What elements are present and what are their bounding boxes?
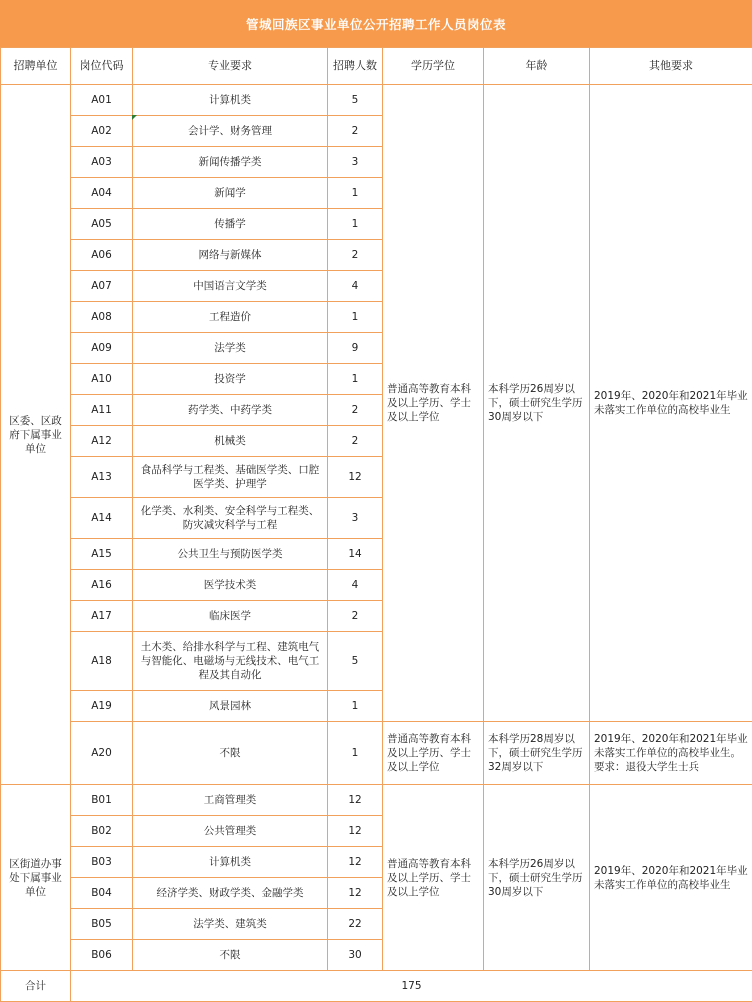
count-cell: 4: [328, 271, 383, 302]
code-cell: A06: [71, 240, 133, 271]
code-cell: A14: [71, 498, 133, 539]
major-cell: 新闻传播学类: [133, 147, 328, 178]
major-cell: 药学类、中药学类: [133, 395, 328, 426]
count-cell: 12: [328, 785, 383, 816]
total-label: 合计: [1, 971, 71, 1002]
header-age: 年龄: [484, 48, 590, 85]
major-cell: 传播学: [133, 209, 328, 240]
header-count: 招聘人数: [328, 48, 383, 85]
code-cell: B04: [71, 878, 133, 909]
count-cell: 30: [328, 940, 383, 971]
page-title: 管城回族区事业单位公开招聘工作人员岗位表: [246, 15, 506, 33]
count-cell: 5: [328, 632, 383, 691]
code-cell: A19: [71, 691, 133, 722]
major-cell: 计算机类: [133, 847, 328, 878]
code-cell: A10: [71, 364, 133, 395]
major-cell: 医学技术类: [133, 570, 328, 601]
major-cell: 土木类、给排水科学与工程、建筑电气与智能化、电磁场与无线技术、电气工程及其自动化: [133, 632, 328, 691]
header-edu: 学历学位: [383, 48, 484, 85]
count-cell: 1: [328, 691, 383, 722]
code-cell: B02: [71, 816, 133, 847]
header-other: 其他要求: [590, 48, 752, 85]
major-cell: 网络与新媒体: [133, 240, 328, 271]
major-cell: 计算机类: [133, 85, 328, 116]
code-cell: B01: [71, 785, 133, 816]
code-cell: A07: [71, 271, 133, 302]
unit-cell-a: 区委、区政府下属事业单位: [1, 85, 71, 785]
count-cell: 2: [328, 601, 383, 632]
major-cell: 经济学类、财政学类、金融学类: [133, 878, 328, 909]
code-cell: B03: [71, 847, 133, 878]
code-cell: A12: [71, 426, 133, 457]
header-row: [1, 48, 752, 85]
count-cell: 2: [328, 426, 383, 457]
major-cell: 公共卫生与预防医学类: [133, 539, 328, 570]
count-cell: 3: [328, 498, 383, 539]
code-cell: A13: [71, 457, 133, 498]
recruitment-table: [0, 47, 752, 1002]
cell-comment-marker-icon: [132, 115, 137, 120]
count-cell: 1: [328, 722, 383, 785]
count-cell: 4: [328, 570, 383, 601]
code-cell: A11: [71, 395, 133, 426]
count-cell: 12: [328, 457, 383, 498]
code-cell: A20: [71, 722, 133, 785]
table-row: [1, 722, 752, 785]
total-row: [1, 971, 752, 1002]
major-cell: 不限: [133, 722, 328, 785]
code-cell: B05: [71, 909, 133, 940]
edu-cell-a: 普通高等教育本科及以上学历、学士及以上学位: [383, 85, 484, 722]
age-cell-a20: 本科学历28周岁以下，硕士研究生学历32周岁以下: [484, 722, 590, 785]
major-cell: 工商管理类: [133, 785, 328, 816]
major-cell: 化学类、水利类、安全科学与工程类、防灾减灾科学与工程: [133, 498, 328, 539]
header-major: 专业要求: [133, 48, 328, 85]
code-cell: A18: [71, 632, 133, 691]
major-cell: 法学类、建筑类: [133, 909, 328, 940]
major-cell: 工程造价: [133, 302, 328, 333]
code-cell: A04: [71, 178, 133, 209]
major-cell: 风景园林: [133, 691, 328, 722]
major-cell: 不限: [133, 940, 328, 971]
major-cell: 新闻学: [133, 178, 328, 209]
major-cell: 投资学: [133, 364, 328, 395]
code-cell: A05: [71, 209, 133, 240]
major-cell: 机械类: [133, 426, 328, 457]
table-row: [1, 85, 752, 116]
other-cell-a20: 2019年、2020年和2021年毕业未落实工作单位的高校毕业生。要求：退役大学生士兵: [590, 722, 752, 785]
code-cell: A16: [71, 570, 133, 601]
count-cell: 1: [328, 178, 383, 209]
other-cell-a: 2019年、2020年和2021年毕业未落实工作单位的高校毕业生: [590, 85, 752, 722]
count-cell: 1: [328, 209, 383, 240]
title-bar: [0, 0, 752, 47]
header-unit: 招聘单位: [1, 48, 71, 85]
count-cell: 1: [328, 302, 383, 333]
major-cell: 法学类: [133, 333, 328, 364]
age-cell-b: 本科学历26周岁以下，硕士研究生学历30周岁以下: [484, 785, 590, 971]
code-cell: A03: [71, 147, 133, 178]
count-cell: 3: [328, 147, 383, 178]
major-cell: 会计学、财务管理: [133, 116, 328, 147]
code-cell: A15: [71, 539, 133, 570]
code-cell: A17: [71, 601, 133, 632]
unit-cell-b: 区街道办事处下属事业单位: [1, 785, 71, 971]
count-cell: 9: [328, 333, 383, 364]
major-cell: 中国语言文学类: [133, 271, 328, 302]
age-cell-a: 本科学历26周岁以下，硕士研究生学历30周岁以下: [484, 85, 590, 722]
code-cell: A08: [71, 302, 133, 333]
count-cell: 12: [328, 816, 383, 847]
count-cell: 12: [328, 878, 383, 909]
count-cell: 12: [328, 847, 383, 878]
major-cell: 公共管理类: [133, 816, 328, 847]
other-cell-b: 2019年、2020年和2021年毕业未落实工作单位的高校毕业生: [590, 785, 752, 971]
count-cell: 2: [328, 116, 383, 147]
code-cell: A09: [71, 333, 133, 364]
major-cell: 临床医学: [133, 601, 328, 632]
code-cell: A01: [71, 85, 133, 116]
count-cell: 1: [328, 364, 383, 395]
count-cell: 14: [328, 539, 383, 570]
table-row: [1, 785, 752, 816]
code-cell: A02: [71, 116, 133, 147]
code-cell: B06: [71, 940, 133, 971]
edu-cell-b: 普通高等教育本科及以上学历、学士及以上学位: [383, 785, 484, 971]
edu-cell-a20: 普通高等教育本科及以上学历、学士及以上学位: [383, 722, 484, 785]
count-cell: 5: [328, 85, 383, 116]
total-value: 175: [71, 971, 752, 1002]
count-cell: 22: [328, 909, 383, 940]
major-cell: 食品科学与工程类、基础医学类、口腔医学类、护理学: [133, 457, 328, 498]
count-cell: 2: [328, 395, 383, 426]
header-code: 岗位代码: [71, 48, 133, 85]
count-cell: 2: [328, 240, 383, 271]
